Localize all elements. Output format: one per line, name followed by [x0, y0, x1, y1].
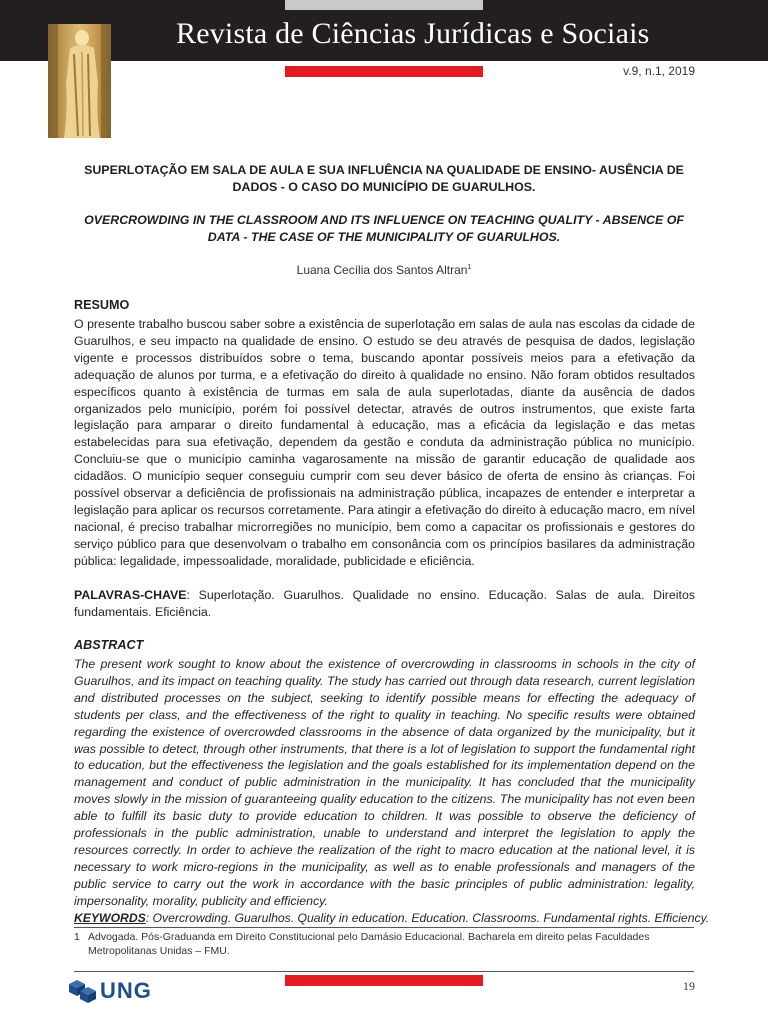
- keywords-pt: [74, 587, 695, 621]
- resumo-heading: RESUMO: [74, 298, 130, 312]
- footnote-divider: [74, 927, 694, 928]
- page-number: 19: [683, 979, 695, 993]
- ung-logo: [68, 978, 168, 1008]
- ung-cube-logo-icon: [68, 978, 100, 1004]
- ung-logo-text: UNG: [100, 978, 152, 1003]
- abstract-text: The present work sought to know about the existence of overcrowding in classrooms in schools in the city of Guarulhos, and its impact on teaching quality. The study has carried out through data research, current legislation and distributed processes on the subject, seeking to identify possible means for effecting the adequacy of students per class, and the effectiveness of the right to quality in teaching. No specific results were obtained regarding the existence of overcrowded classrooms in the absence of data organized by the municipality, but it was possible to detect, through other instruments, that there is a lot of legislation to support the fundamental right to education, but the effectiveness the legislation and the goals established for its implementation depend on the management and conduct of public administration in the municipality. It has concluded that the municipality moves slowly in the mission of guaranteeing quality education to the citizens. The municipality has not even been able to fulfill its basic duty to provide education to children. It was possible to observe the deficiency of professionals in the public administration, unable to understand and interpret the legislation to apply the resources correctly. In order to achieve the realization of the right to macro education at the national level, it is necessary to work micro-regions in the municipality, as well as to enable professionals and managers of the public service to carry out the work in accordance with the basic principles of public administration: legality, impersonality, morality, publicity and efficiency.: [74, 657, 695, 908]
- keywords-pt-label: PALAVRAS-CHAVE: [74, 588, 187, 602]
- article-title-en: OVERCROWDING IN THE CLASSROOM AND ITS INFLUENCE ON TEACHING QUALITY - ABSENCE OF DATA - THE CASE OF THE MUNICIPALITY OF GUARULHOS.: [84, 213, 684, 244]
- article-title-pt: SUPERLOTAÇÃO EM SALA DE AULA E SUA INFLUÊNCIA NA QUALIDADE DE ENSINO- AUSÊNCIA DE DADOS - O CASO DO MUNICÍPIO DE GUARULHOS.: [84, 163, 684, 194]
- keywords-pt-list: : Superlotação. Guarulhos. Qualidade no ensino. Educação. Salas de aula. Direitos fundamentais. Eficiência.: [74, 588, 695, 619]
- header-grey-bar: [285, 0, 483, 10]
- author-line: [74, 263, 694, 277]
- author-name: Luana Cecília dos Santos Altran: [296, 263, 468, 277]
- footnote-number: 1: [74, 931, 80, 943]
- keywords-en-list: : Overcrowding. Guarulhos. Quality in education. Education. Classrooms. Fundamental rights. Efficiency.: [145, 911, 710, 925]
- author-footnote-mark: 1: [467, 264, 472, 271]
- keywords-en: [74, 911, 714, 925]
- keywords-en-label: KEYWORDS: [74, 911, 146, 925]
- red-accent-bar-bottom: [285, 975, 483, 986]
- abstract-heading: ABSTRACT: [74, 638, 144, 652]
- journal-title: Revista de Ciências Jurídicas e Sociais: [176, 17, 650, 50]
- volume-info: v.9, n.1, 2019: [623, 64, 695, 78]
- footnote-text: Advogada. Pós-Graduanda em Direito Constitucional pelo Damásio Educacional. Bacharela em direito pelas Faculdades Metropolitanas Unidas – FMU.: [88, 931, 650, 957]
- red-accent-bar-top: [285, 66, 483, 77]
- bottom-divider: [74, 971, 694, 972]
- resumo-text: O presente trabalho buscou saber sobre a existência de superlotação em salas de aula nas escolas da cidade de Guarulhos, e seu impacto na qualidade de ensino. O estudo se deu através de pesquisa de dados, legislação vigente e processos distribuídos sobre o tema, buscando apontar possíveis meios para a efetivação da adequação de alunos por turma, e a efetivação do direito à qualidade no ensino. Não foram obtidos resultados específicos quanto à existência de turmas em sala de aula superlotadas, diante da ausência de dados organizados pelo município, porém foi possível detectar, através de outros instrumentos, que existe farta legislação para amparar o direito fundamental à educação, mas a eficácia da legislação e das metas estabelecidas para sua efetivação, dependem da gestão e conduta da administração pública no município. Concluiu-se que o município caminha vagarosamente na missão de garantir educação de qualidade aos cidadãos. O município sequer conseguiu cumprir com seu dever básico de oferta de ensino às crianças. Foi possível observar a deficiência de profissionais na administração pública, incapazes de entender e interpretar a legislação para aplicar os recursos corretamente. Para atingir a efetivação do direito à educação macro, em nível nacional, é preciso trabalhar microrregiões no município, bem como a capacitar os profissionais e gestores do serviço público para que desenvolvam o trabalho em consonância com os princípios basilares da administração pública: legalidade, impessoalidade, moralidade, publicidade e eficiência.: [74, 317, 695, 568]
- footnote: [74, 930, 694, 958]
- statue-photo-icon: [48, 24, 111, 138]
